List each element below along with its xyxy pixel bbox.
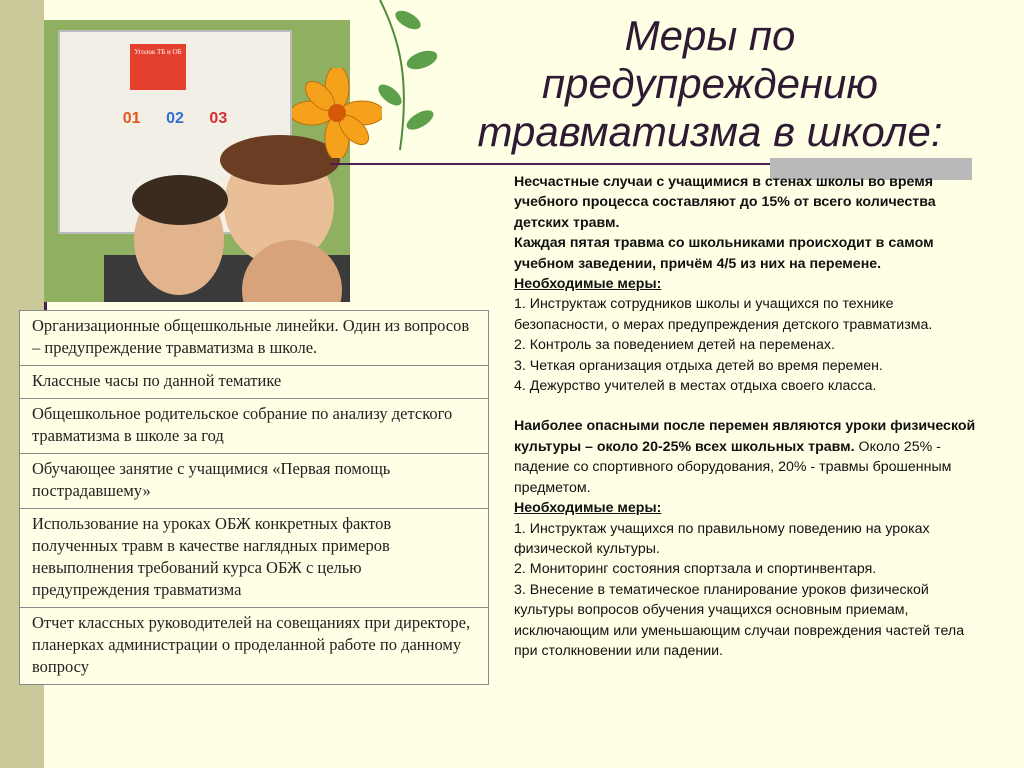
table-cell: Обучающее занятие с учащимися «Первая помощь пострадавшему» xyxy=(20,454,489,509)
number-03: 03 xyxy=(209,110,228,127)
measure-item: 3. Четкая организация отдыха детей во время перемен. xyxy=(514,357,883,374)
measure-item: 2. Контроль за поведением детей на переменах. xyxy=(514,337,835,354)
measure-item: 4. Дежурство учителей в местах отдыха своего класса. xyxy=(514,378,877,395)
board-plate-text: Уголок ТБ и ОБ xyxy=(130,44,186,90)
pe-statistics-bold: Наиболее опасными после перемен являются уроки физической культуры – около 20-25% всех школьных травм. xyxy=(514,418,976,455)
activities-table xyxy=(19,310,489,685)
table-row xyxy=(20,366,489,399)
table-row xyxy=(20,608,489,685)
measure-item: 2. Мониторинг состояния спортзала и спортинвентаря. xyxy=(514,561,877,578)
pe-statistics-paragraph xyxy=(514,416,986,498)
page-title xyxy=(430,12,990,156)
measures-heading-2: Необходимые меры: xyxy=(514,500,662,517)
title-line-3: травматизма в школе: xyxy=(477,108,943,155)
right-column-text xyxy=(514,172,986,661)
table-cell: Отчет классных руководителей на совещаниях при директоре, планерках администрации о проделанной работе по данному вопросу xyxy=(20,608,489,685)
child-hair xyxy=(132,175,228,225)
table-row xyxy=(20,509,489,608)
emergency-numbers xyxy=(110,104,240,134)
measure-item: 1. Инструктаж сотрудников школы и учащихся по технике безопасности, о мерах предупреждения детского травматизма. xyxy=(514,296,933,333)
measures-heading-1: Необходимые меры: xyxy=(514,276,662,293)
table-cell: Организационные общешкольные линейки. Один из вопросов – предупреждение травматизма в школе. xyxy=(20,311,489,366)
table-row xyxy=(20,311,489,366)
title-line-1: Меры по xyxy=(624,12,796,59)
title-line-2: предупреждению xyxy=(542,60,878,107)
table-cell: Использование на уроках ОБЖ конкретных фактов полученных травм в качестве наглядных примеров невыполнения требований курса ОБЖ с целью предупреждения травматизма xyxy=(20,509,489,608)
number-01: 01 xyxy=(122,110,141,127)
table-row xyxy=(20,454,489,509)
statistic-paragraph-1: Несчастные случаи с учащимися в стенах школы во время учебного процесса составляют до 15% от всего количества детских травм. xyxy=(514,174,936,231)
school-photo xyxy=(44,20,350,302)
table-row xyxy=(20,399,489,454)
table-cell: Общешкольное родительское собрание по анализу детского травматизма в школе за год xyxy=(20,399,489,454)
pe-statistics-normal: Около 25% - падение со спортивного оборудования, 20% - травмы брошенным предметом. xyxy=(514,438,952,496)
measure-item: 1. Инструктаж учащихся по правильному поведению на уроках физической культуры. xyxy=(514,520,930,557)
table-cell: Классные часы по данной тематике xyxy=(20,366,489,399)
spacer xyxy=(514,396,986,416)
number-02: 02 xyxy=(166,110,184,127)
measure-item: 3. Внесение в тематическое планирование уроков физической культуры вопросов обучения учащихся основным приемам, исключающим или уменьшающим случаи повреждения частей тела при столкновении или падении. xyxy=(514,581,965,659)
statistic-paragraph-2: Каждая пятая травма со школьниками происходит в самом учебном заведении, причём 4/5 из них на перемене. xyxy=(514,235,934,272)
